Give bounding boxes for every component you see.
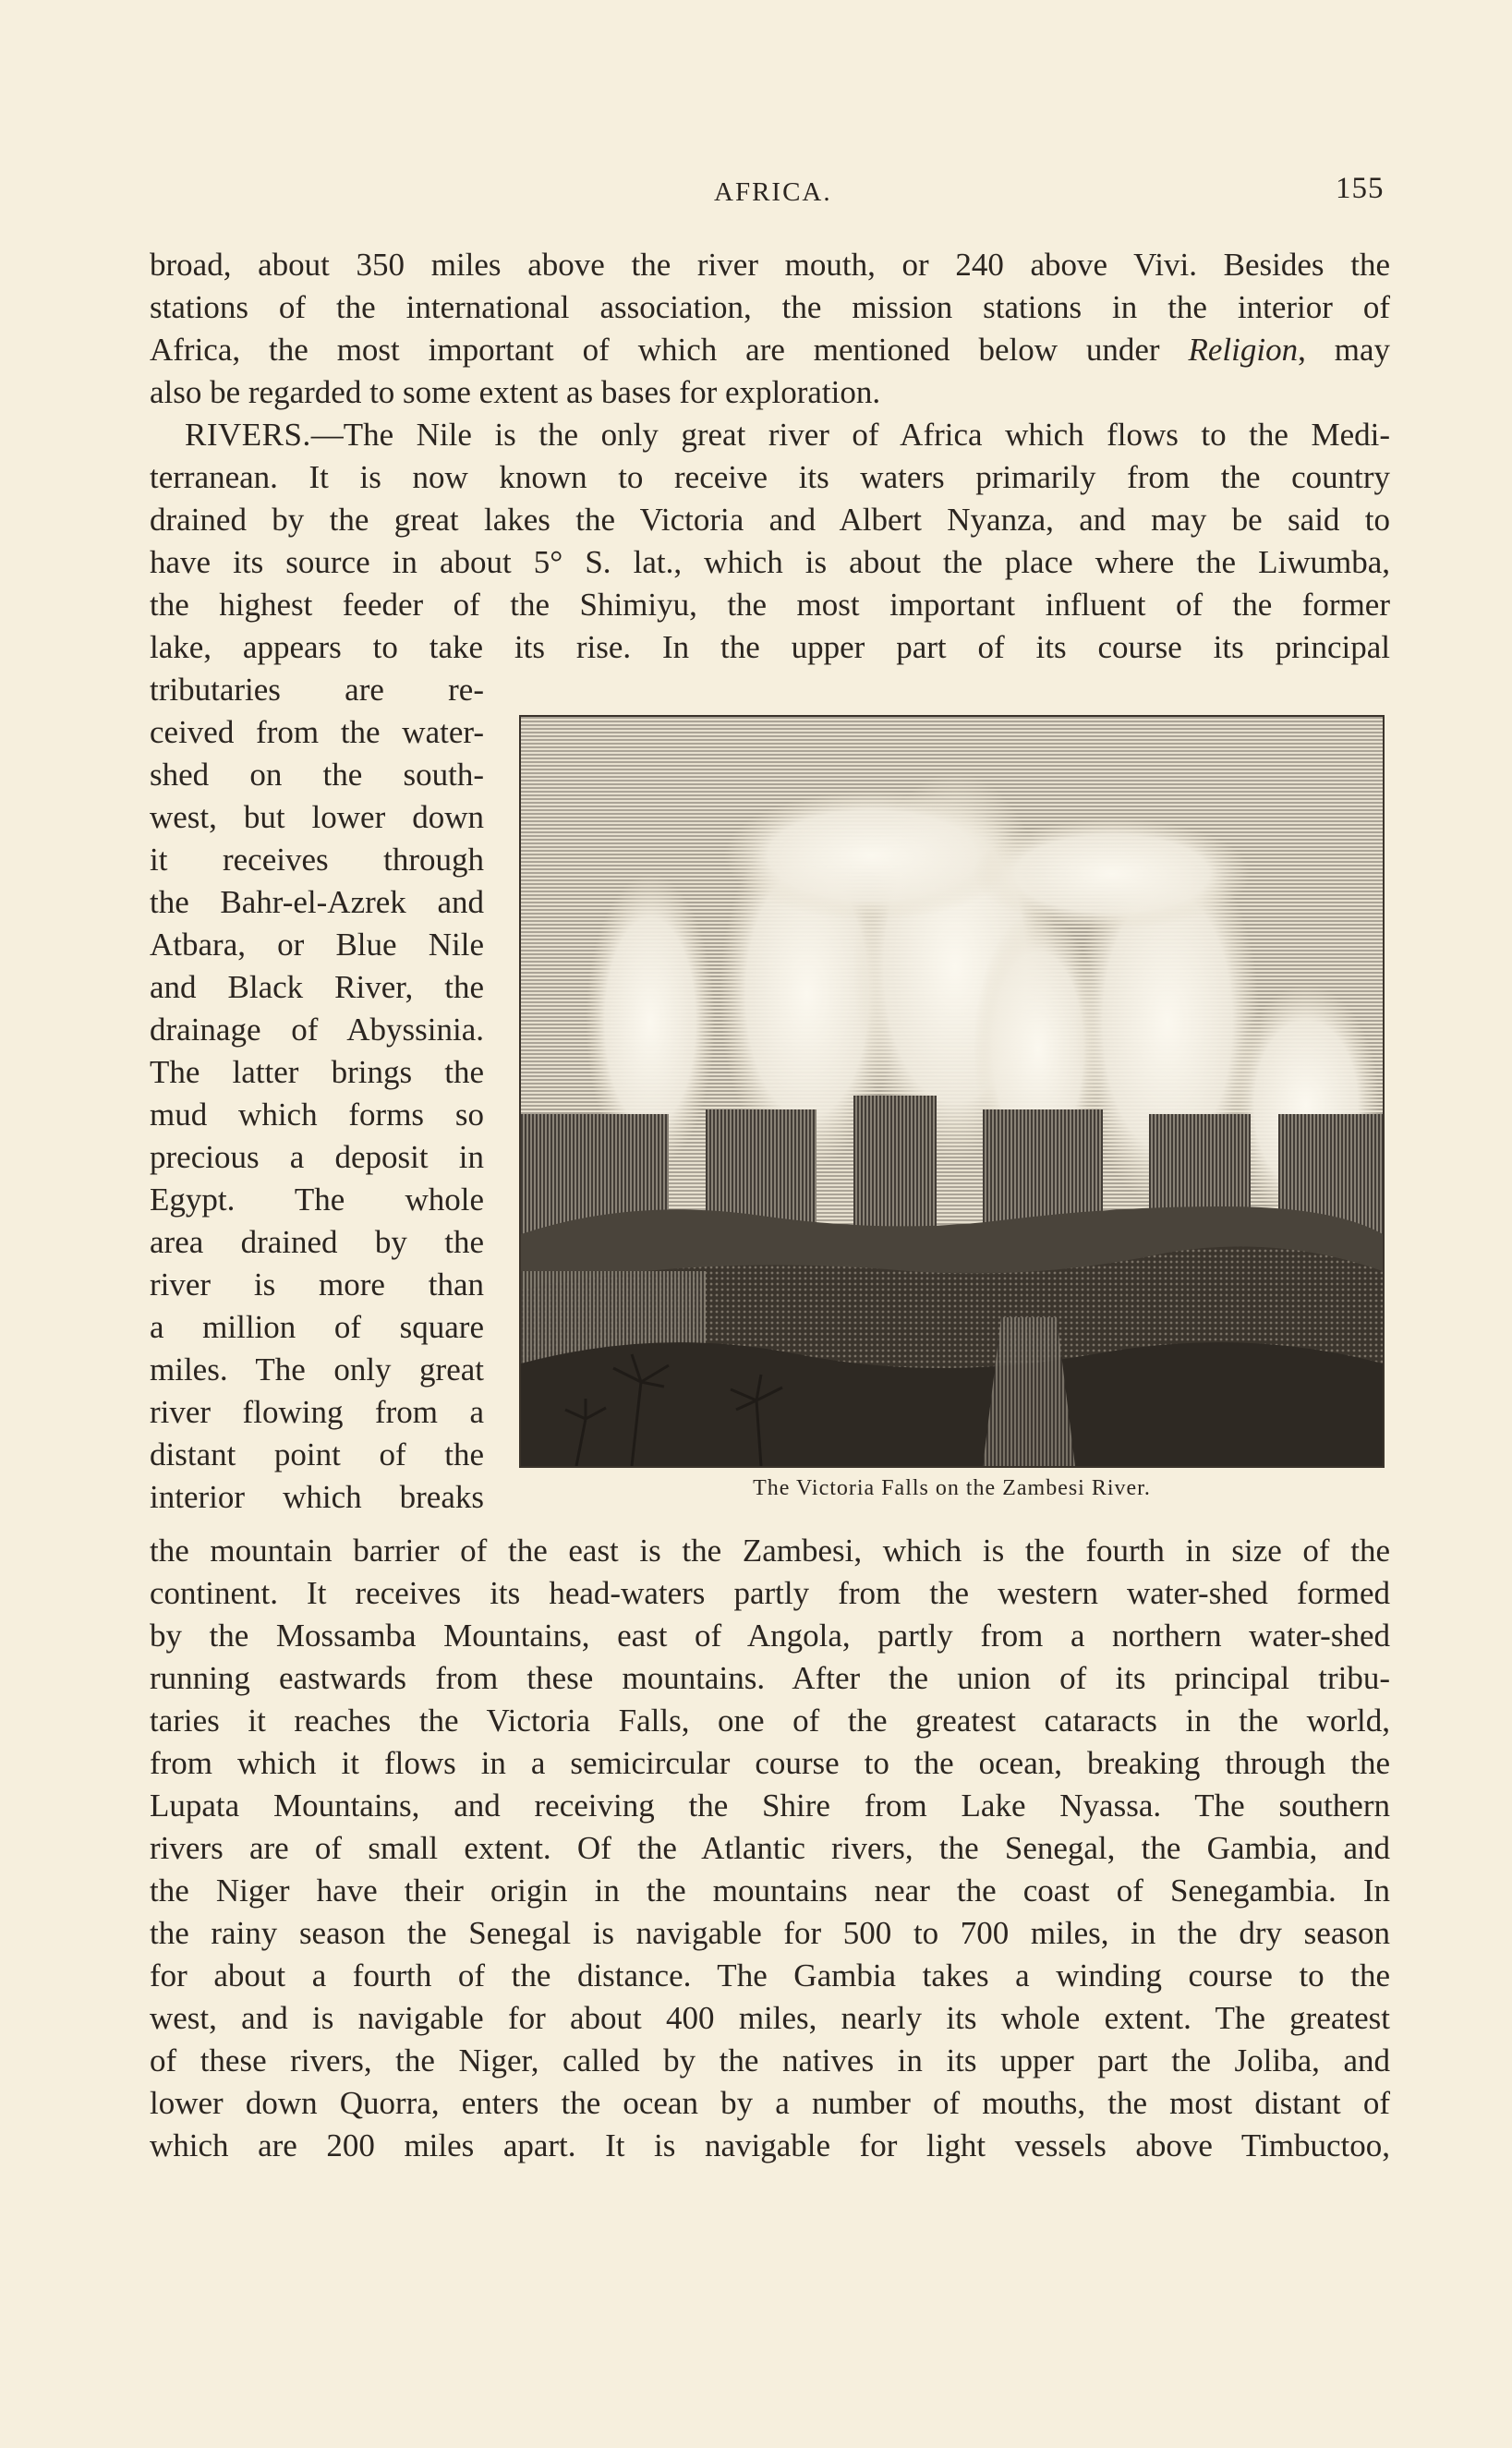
text-line: [150, 329, 1390, 371]
wrap-line: Egypt. The whole: [150, 1182, 484, 1218]
text-line: taries it reaches the Victoria Falls, one of the greatest cataracts in the world,: [150, 1703, 1390, 1739]
wrap-line: the Bahr-el-Azrek and: [150, 884, 484, 920]
text-line: stations of the international association, the mission stations in the interior of: [150, 289, 1390, 325]
text-line: running eastwards from these mountains. After the union of its principal tribu-: [150, 1660, 1390, 1696]
text-line-segment: , may: [1298, 332, 1390, 368]
wrap-line: area drained by the: [150, 1224, 484, 1260]
figure-caption: The Victoria Falls on the Zambesi River.: [753, 1476, 1151, 1500]
wrap-line: Atbara, or Blue Nile: [150, 927, 484, 963]
section-heading-rivers: RIVERS.: [185, 417, 311, 453]
wrap-line: river is more than: [150, 1266, 484, 1303]
text-line: drained by the great lakes the Victoria and Albert Nyanza, and may be said to: [150, 502, 1390, 538]
running-title: AFRICA.: [714, 177, 832, 207]
wrap-line: it receives through: [150, 842, 484, 878]
text-line: terranean. It is now known to receive its waters primarily from the country: [150, 459, 1390, 495]
wrap-line: and Black River, the: [150, 969, 484, 1005]
text-line: the rainy season the Senegal is navigable for 500 to 700 miles, in the dry season: [150, 1915, 1390, 1951]
text-line: rivers are of small extent. Of the Atlantic rivers, the Senegal, the Gambia, and: [150, 1830, 1390, 1866]
gorge-foliage: [521, 1206, 1383, 1466]
text-line: of these rivers, the Niger, called by the natives in its upper part the Joliba, and: [150, 2042, 1390, 2078]
engraving-illustration: [521, 717, 1383, 1466]
wrap-line: shed on the south-: [150, 757, 484, 793]
text-line: lower down Quorra, enters the ocean by a number of mouths, the most distant of: [150, 2085, 1390, 2121]
wrap-line: tributaries are re-: [150, 672, 484, 708]
wrap-line: precious a deposit in: [150, 1139, 484, 1175]
wrap-line: ceived from the water-: [150, 714, 484, 750]
rivers-first-line: [150, 414, 1390, 456]
text-line: the Niger have their origin in the mountains near the coast of Senegambia. In: [150, 1872, 1390, 1909]
text-line: for about a fourth of the distance. The Gambia takes a winding course to the: [150, 1957, 1390, 1994]
text-line-segment: —The Nile is the only great river of Africa which flows to the Medi-: [310, 417, 1390, 453]
wrap-line: The latter brings the: [150, 1054, 484, 1090]
emphasis-religion: Religion: [1188, 332, 1299, 368]
text-line: the highest feeder of the Shimiyu, the most important influent of the former: [150, 587, 1390, 623]
wrap-line: west, but lower down: [150, 799, 484, 835]
text-line: continent. It receives its head-waters partly from the western water-shed formed: [150, 1575, 1390, 1611]
wrap-line: interior which breaks: [150, 1479, 484, 1515]
text-line-segment: Africa, the most important of which are mentioned below under: [150, 332, 1189, 368]
wrap-line: drainage of Abyssinia.: [150, 1012, 484, 1048]
wrap-line: miles. The only great: [150, 1351, 484, 1388]
text-line: from which it flows in a semicircular course to the ocean, breaking through the: [150, 1745, 1390, 1781]
text-line: west, and is navigable for about 400 miles, nearly its whole extent. The greatest: [150, 2000, 1390, 2036]
page-number: 155: [1336, 172, 1385, 205]
text-line: the mountain barrier of the east is the Zambesi, which is the fourth in size of the: [150, 1533, 1390, 1569]
text-line: which are 200 miles apart. It is navigable for light vessels above Timbuctoo,: [150, 2127, 1390, 2163]
wrap-line: distant point of the: [150, 1436, 484, 1472]
wrap-line: a million of square: [150, 1309, 484, 1345]
text-line: by the Mossamba Mountains, east of Angola, partly from a northern water-shed: [150, 1618, 1390, 1654]
text-line: also be regarded to some extent as bases for exploration.: [150, 374, 881, 410]
text-line: broad, about 350 miles above the river mouth, or 240 above Vivi. Besides the: [150, 247, 1390, 283]
wrap-line: mud which forms so: [150, 1097, 484, 1133]
wrap-line: river flowing from a: [150, 1394, 484, 1430]
text-line: have its source in about 5° S. lat., which is about the place where the Liwumba,: [150, 544, 1390, 580]
text-line: Lupata Mountains, and receiving the Shire from Lake Nyassa. The southern: [150, 1788, 1390, 1824]
victoria-falls-engraving: [519, 715, 1385, 1468]
text-line: lake, appears to take its rise. In the upper part of its course its principal: [150, 629, 1390, 665]
